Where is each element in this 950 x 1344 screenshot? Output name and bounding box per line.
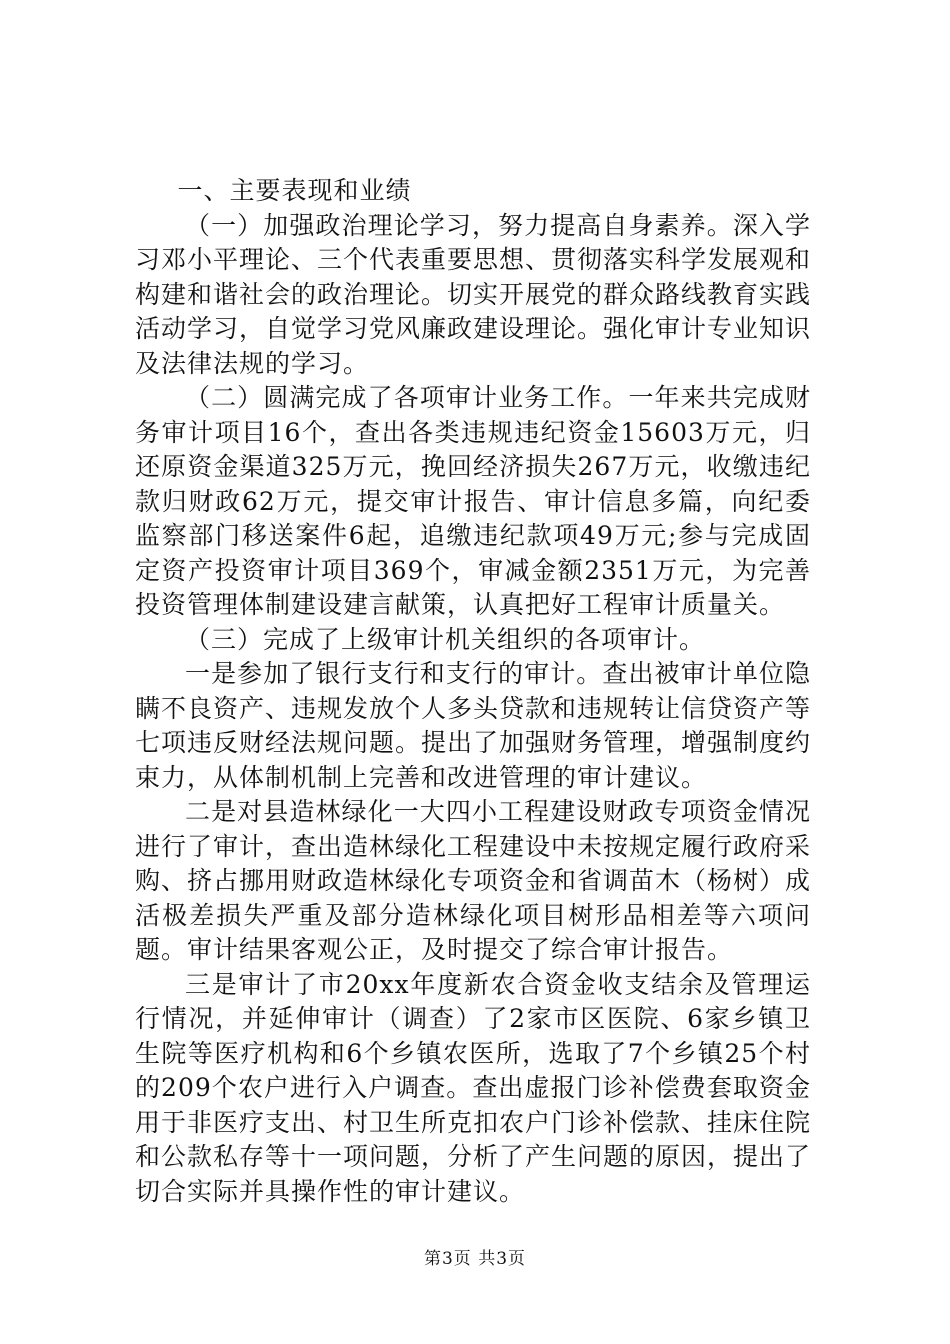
page-footer: 第3页 共3页	[423, 1249, 527, 1269]
paragraph-political-study: （一）加强政治理论学习，努力提高自身素养。深入学习邓小平理论、三个代表重要思想、贯彻落实科学发展观和构建和谐社会的政治理论。切实开展党的群众路线教育实践活动学习，自觉学习党风廉政建设理论。强化审计专业知识及法律法规的学习。	[135, 210, 812, 378]
paragraph-forestry-audit: 二是对县造林绿化一大四小工程建设财政专项资金情况进行了审计，查出造林绿化工程建设中未按规定履行政府采购、挤占挪用财政造林绿化专项资金和省调苗木（杨树）成活极差损失严重及部分造林绿化项目树形品相差等六项问题。审计结果客观公正，及时提交了综合审计报告。	[135, 797, 812, 964]
document-body	[135, 174, 811, 1209]
paragraph-superior-audits: （三）完成了上级审计机关组织的各项审计。	[185, 624, 706, 654]
section-heading: 一、主要表现和业绩	[177, 176, 412, 205]
paragraph-bank-audit: 一是参加了银行支行和支行的审计。查出被审计单位隐瞒不良资产、违规发放个人多头贷款和违规转让信贷资产等七项违反财经法规问题。提出了加强财务管理，增强制度约束力，从体制机制上完善和改进管理的审计建议。	[135, 659, 812, 792]
paragraph-medical-audit: 三是审计了市20xx年度新农合资金收支结余及管理运行情况，并延伸审计（调查）了2家市区医院、6家乡镇卫生院等医疗机构和6个乡镇农医所，选取了7个乡镇25个村的209个农户进行入户调查。查出虚报门诊补偿费套取资金用于非医疗支出、村卫生所克扣农户门诊补偿款、挂床住院和公款私存等十一项问题，分析了产生问题的原因，提出了切合实际并具操作性的审计建议。	[135, 969, 812, 1206]
paragraph-audit-work: （二）圆满完成了各项审计业务工作。一年来共完成财务审计项目16个，查出各类违规违纪资金15603万元，归还原资金渠道325万元，挽回经济损失267万元，收缴违纪款归财政62万元，提交审计报告、审计信息多篇，向纪委监察部门移送案件6起，追缴违纪款项49万元;参与完成固定资产投资审计项目369个，审减金额2351万元，为完善投资管理体制建设建言献策，认真把好工程审计质量关。	[135, 383, 811, 619]
